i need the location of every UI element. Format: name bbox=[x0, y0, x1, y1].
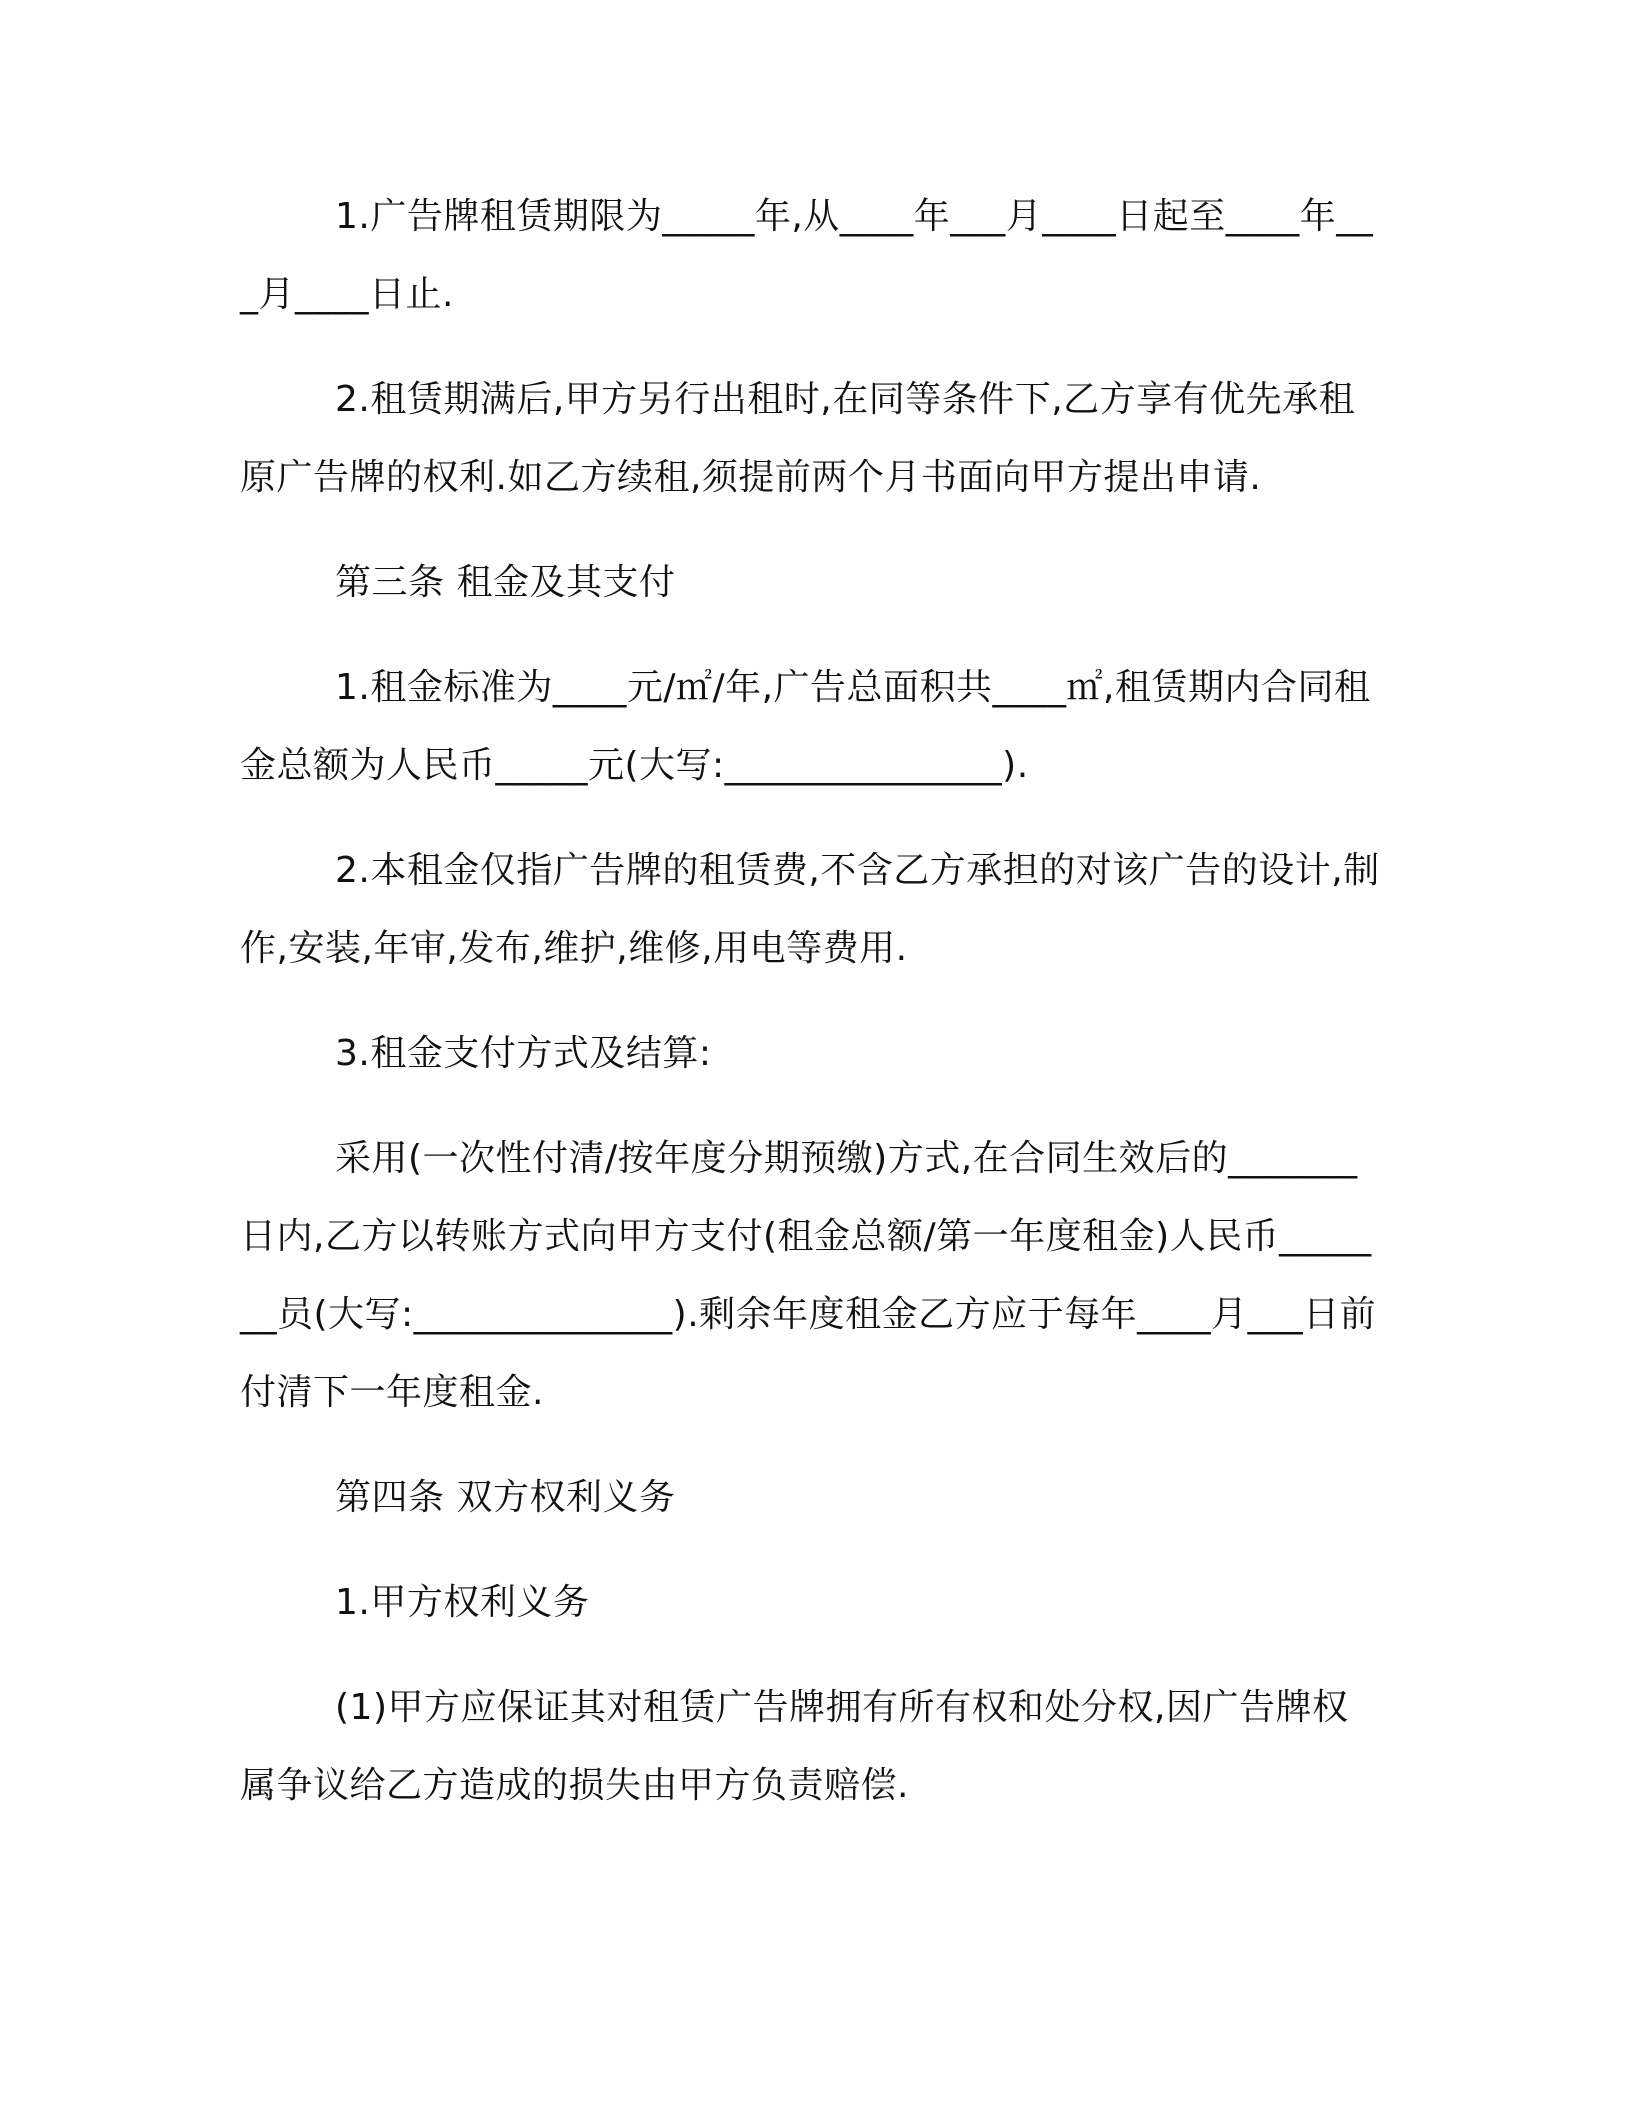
clause-renewal-priority: 2.租赁期满后,甲方另行出租时,在同等条件下,乙方享有优先承租原广告牌的权利.如乙方续租,须提前两个月书面向甲方提出申请. bbox=[240, 379, 1356, 498]
clause-rent-scope: 2.本租金仅指广告牌的租赁费,不含乙方承担的对该广告的设计,制作,安装,年审,发布,维护,维修,用电等费用. bbox=[240, 850, 1380, 969]
clause-payment-method-title: 3.租金支付方式及结算: bbox=[335, 1033, 712, 1074]
document-body bbox=[240, 178, 1380, 1852]
clause-lease-term: 1.广告牌租赁期限为_____年,从____年___月____日起至____年___月____日止. bbox=[240, 196, 1374, 315]
article-3-heading: 第三条 租金及其支付 bbox=[335, 562, 676, 603]
clause-party-a-rights-title: 1.甲方权利义务 bbox=[335, 1582, 590, 1623]
clause-party-a-ownership: (1)甲方应保证其对租赁广告牌拥有所有权和处分权,因广告牌权属争议给乙方造成的损失由甲方负责赔偿. bbox=[240, 1687, 1349, 1806]
article-4-heading: 第四条 双方权利义务 bbox=[335, 1477, 676, 1518]
clause-payment-method-detail: 采用(一次性付清/按年度分期预缴)方式,在合同生效后的_______日内,乙方以转账方式向甲方支付(租金总额/第一年度租金)人民币_______员(大写:______________).剩余年度租金乙方应于每年____月___日前付清下一年度租金. bbox=[240, 1138, 1377, 1413]
clause-rent-standard: 1.租金标准为____元/㎡/年,广告总面积共____㎡,租赁期内合同租金总额为人民币_____元(大写:_______________). bbox=[240, 667, 1371, 786]
